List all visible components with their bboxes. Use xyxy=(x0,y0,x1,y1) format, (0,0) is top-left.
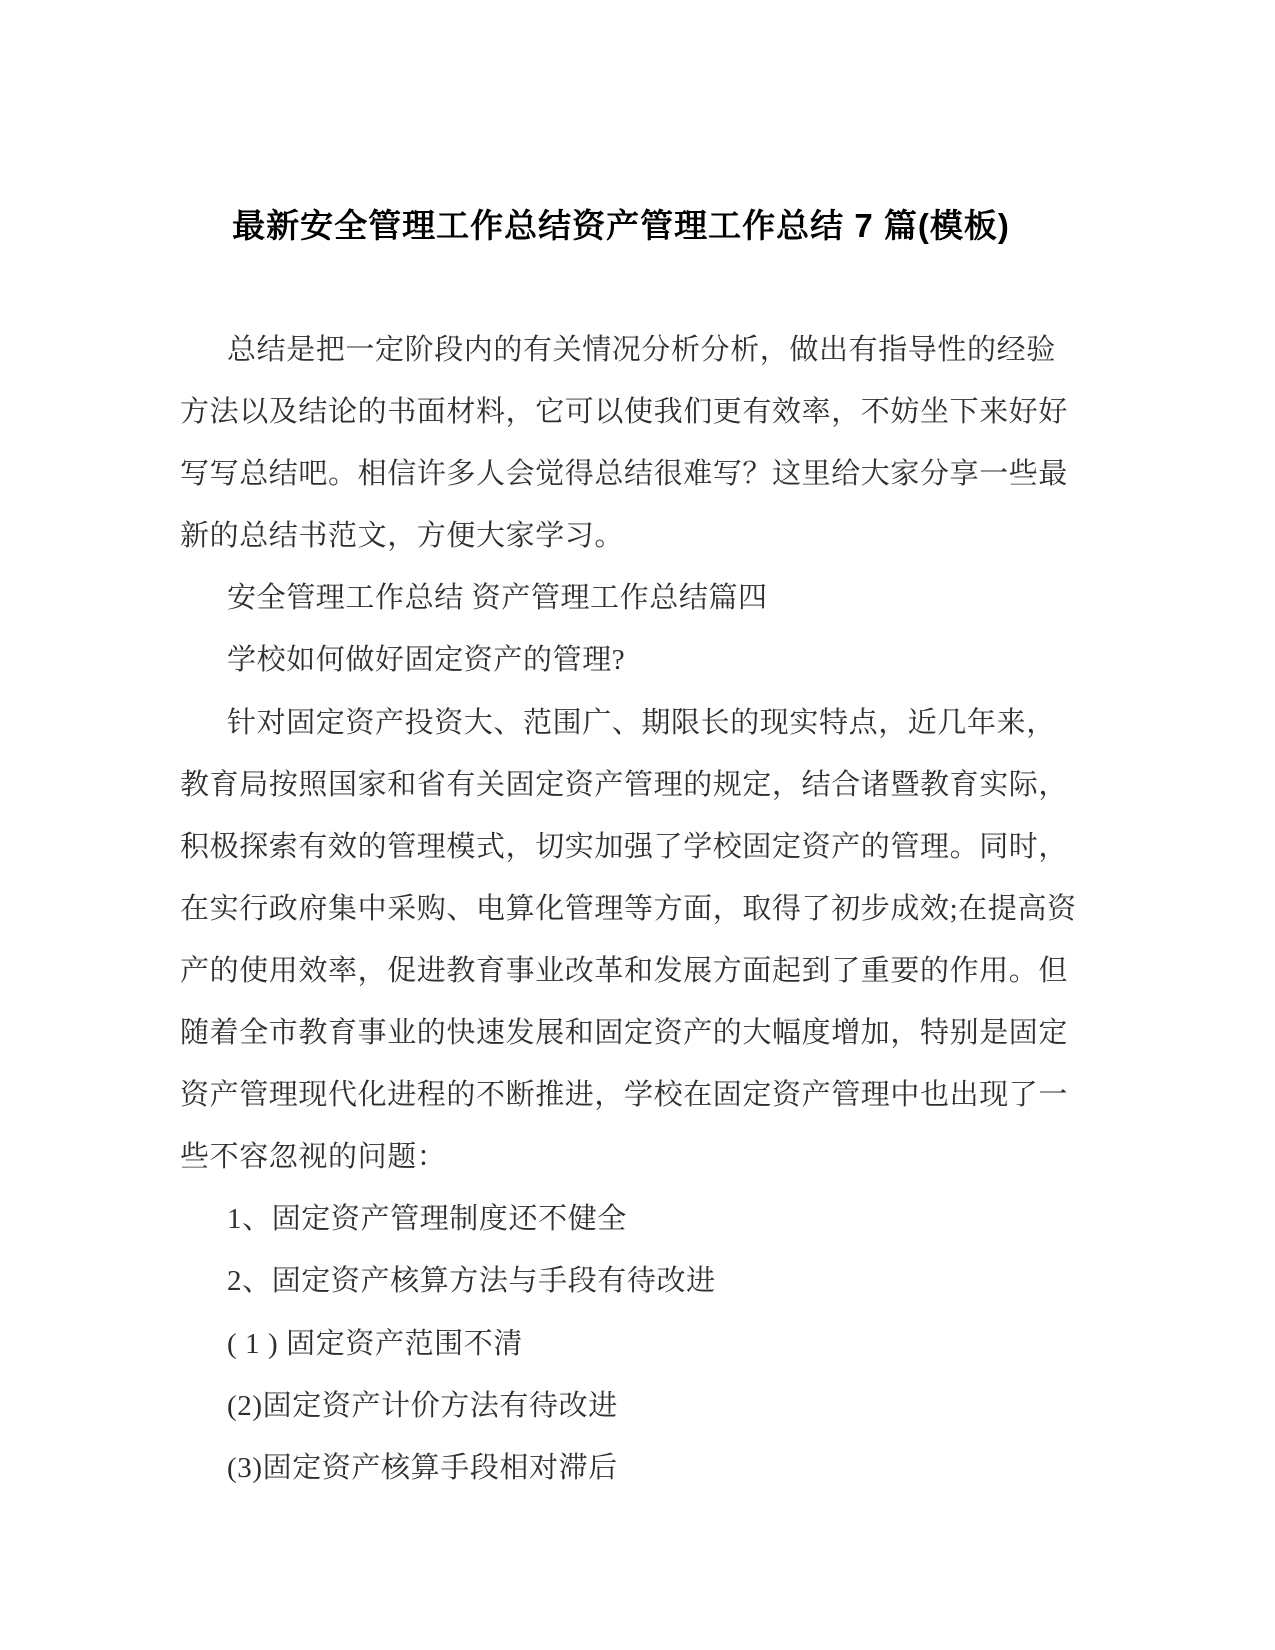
text-line: 积极探索有效的管理模式，切实加强了学校固定资产的管理。同时， xyxy=(180,830,1069,863)
text-line: 总结是把一定阶段内的有关情况分析分析，做出有指导性的经验 xyxy=(227,334,1056,366)
text-line: 学校如何做好固定资产的管理? xyxy=(227,644,626,677)
text-line: 些不容忽视的问题： xyxy=(180,1141,447,1174)
text-line: 针对固定资产投资大、范围广、期限长的现实特点，近几年来， xyxy=(227,706,1056,739)
text-line: 2、固定资产核算方法与手段有待改进 xyxy=(227,1265,716,1298)
text-line: 新的总结书范文，方便大家学习。 xyxy=(180,520,625,553)
text-line: (2)固定资产计价方法有待改进 xyxy=(227,1389,618,1422)
text-line: 写写总结吧。相信许多人会觉得总结很难写？这里给大家分享一些最 xyxy=(180,458,1069,491)
text-line: 教育局按照国家和省有关固定资产管理的规定，结合诸暨教育实际， xyxy=(180,768,1069,801)
text-line: (3)固定资产核算手段相对滞后 xyxy=(227,1451,618,1484)
text-line: 1、固定资产管理制度还不健全 xyxy=(227,1203,627,1236)
text-line: 随着全市教育事业的快速发展和固定资产的大幅度增加，特别是固定 xyxy=(180,1017,1069,1050)
text-line: 安全管理工作总结 资产管理工作总结篇四 xyxy=(227,582,768,615)
text-line: 方法以及结论的书面材料，它可以使我们更有效率，不妨坐下来好好 xyxy=(180,396,1069,429)
document-title: 最新安全管理工作总结资产管理工作总结 7 篇(模板) xyxy=(232,207,1010,244)
text-line: 产的使用效率，促进教育事业改革和发展方面起到了重要的作用。但 xyxy=(180,954,1069,987)
document-body xyxy=(180,319,1077,1499)
text-line: 资产管理现代化进程的不断推进，学校在固定资产管理中也出现了一 xyxy=(180,1079,1069,1112)
text-line: 在实行政府集中采购、电算化管理等方面，取得了初步成效;在提高资 xyxy=(180,892,1077,925)
text-line: ( 1 ) 固定资产范围不清 xyxy=(227,1327,523,1360)
